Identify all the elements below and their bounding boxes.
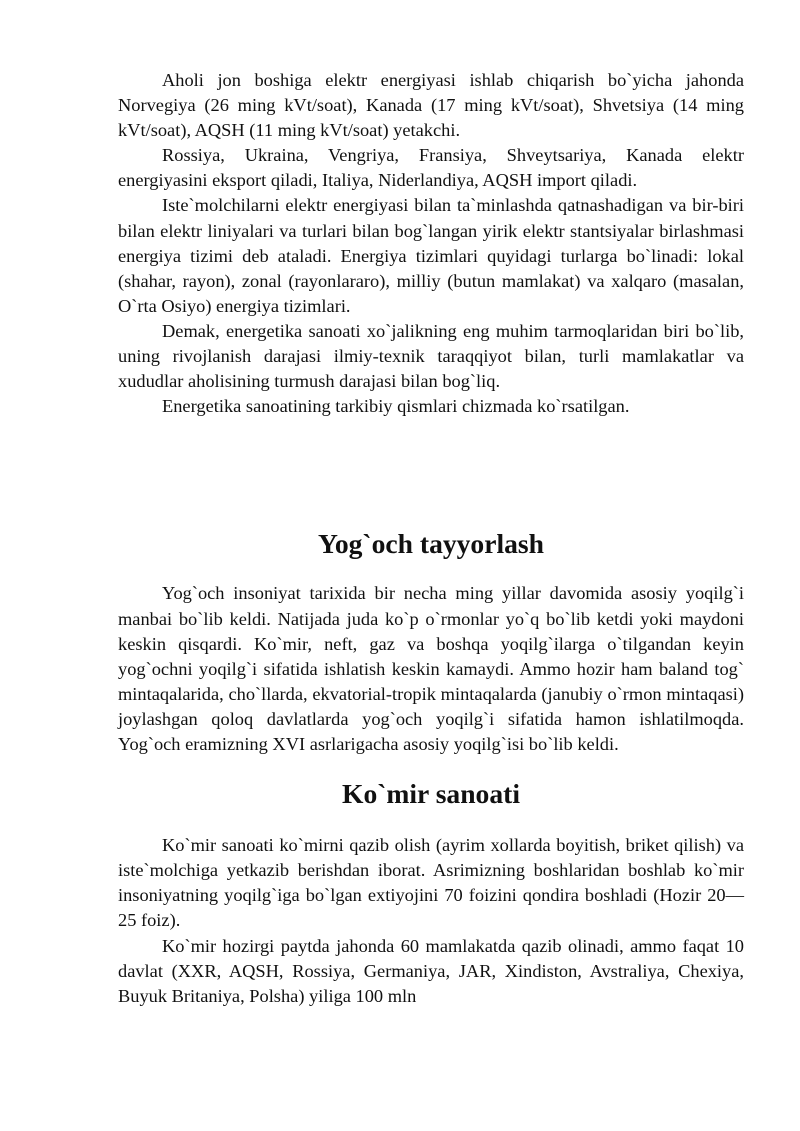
paragraph-coal-countries: Ko`mir hozirgi paytda jahonda 60 mamlakatda qazib olinadi, ammo faqat 10 davlat (XXR, AQSH, Rossiya, Germaniya, JAR, Xindiston, Avstraliya, Chexiya, Buyuk Britaniya, Polsha) yiliga 100 mln: [118, 935, 744, 1006]
blank-space: [118, 419, 744, 531]
paragraph-diagram-reference: Energetika sanoatining tarkibiy qismlari chizmada ko`rsatilgan.: [162, 396, 630, 417]
section-heading-wood: Yog`och tayyorlash: [318, 528, 544, 560]
paragraph-energy-system: Iste`molchilarni elektr energiyasi bilan ta`minlashda qatnashadigan va bir-biri bilan elektr liniyalari va turlari bilan bog`langan yirik elektr stantsiyalar birlashmasi energiya tizimi deb ataladi. Energiya tizimlari quyidagi turlarga bo`linadi: lokal (shahar, rayon), zonal (rayonlararo), milliy (butun mamlakat) va xalqaro (masalan, O`rta Osiyo) energiya tizimlari.: [118, 195, 744, 316]
paragraph-coal-industry: Ko`mir sanoati ko`mirni qazib olish (ayrim xollarda boyitish, briket qilish) va iste`molchiga yetkazib berishdan iborat. Asrimizning boshlaridan boshlab ko`mir insoniyatning yoqilg`iga bo`lgan extiyojini 70 foizini qondira boshladi (Hozir 20—25 foiz).: [118, 835, 744, 931]
paragraph-electricity-per-capita: Aholi jon boshiga elektr energiyasi ishlab chiqarish bo`yicha jahonda Norvegiya (26 ming kVt/soat), Kanada (17 ming kVt/soat), Shvetsiya (14 ming kVt/soat), AQSH (11 ming kVt/soat) yetakchi.: [118, 70, 744, 141]
section-heading-coal: Ko`mir sanoati: [342, 778, 520, 810]
paragraph-wood-fuel: Yog`och insoniyat tarixida bir necha ming yillar davomida asosiy yoqilg`i manbai bo`lib keldi. Natijada juda ko`p o`rmonlar yo`q bo`lib ketdi yoki maydoni keskin qisqardi. Ko`mir, neft, gaz va boshqa yoqilg`ilarga o`tilgandan keyin yog`ochni yoqilg`i sifatida ishlatish keskin kamaydi. Ammo hozir ham baland tog` mintaqalarida, cho`llarda, ekvatorial-tropik mintaqalarda (janubiy o`rmon mintaqasi) joylashgan qoloq davlatlarda yog`och yoqilg`i sifatida hamon ishlatilmoqda. Yog`och eramizning XVI asrlarigacha asosiy yoqilg`isi bo`lib keldi.: [118, 583, 744, 754]
paragraph-energy-importance: Demak, energetika sanoati xo`jalikning eng muhim tarmoqlaridan biri bo`lib, uning rivojlanish darajasi ilmiy-texnik taraqqiyot bilan, turli mamlakatlar va xududlar aholisining turmush darajasi bilan bog`liq.: [118, 320, 744, 392]
document-page: [118, 68, 744, 1009]
paragraph-export-import: Rossiya, Ukraina, Vengriya, Fransiya, Shveytsariya, Kanada elektr energiyasini eksport qiladi, Italiya, Niderlandiya, AQSH import qiladi.: [118, 145, 744, 191]
